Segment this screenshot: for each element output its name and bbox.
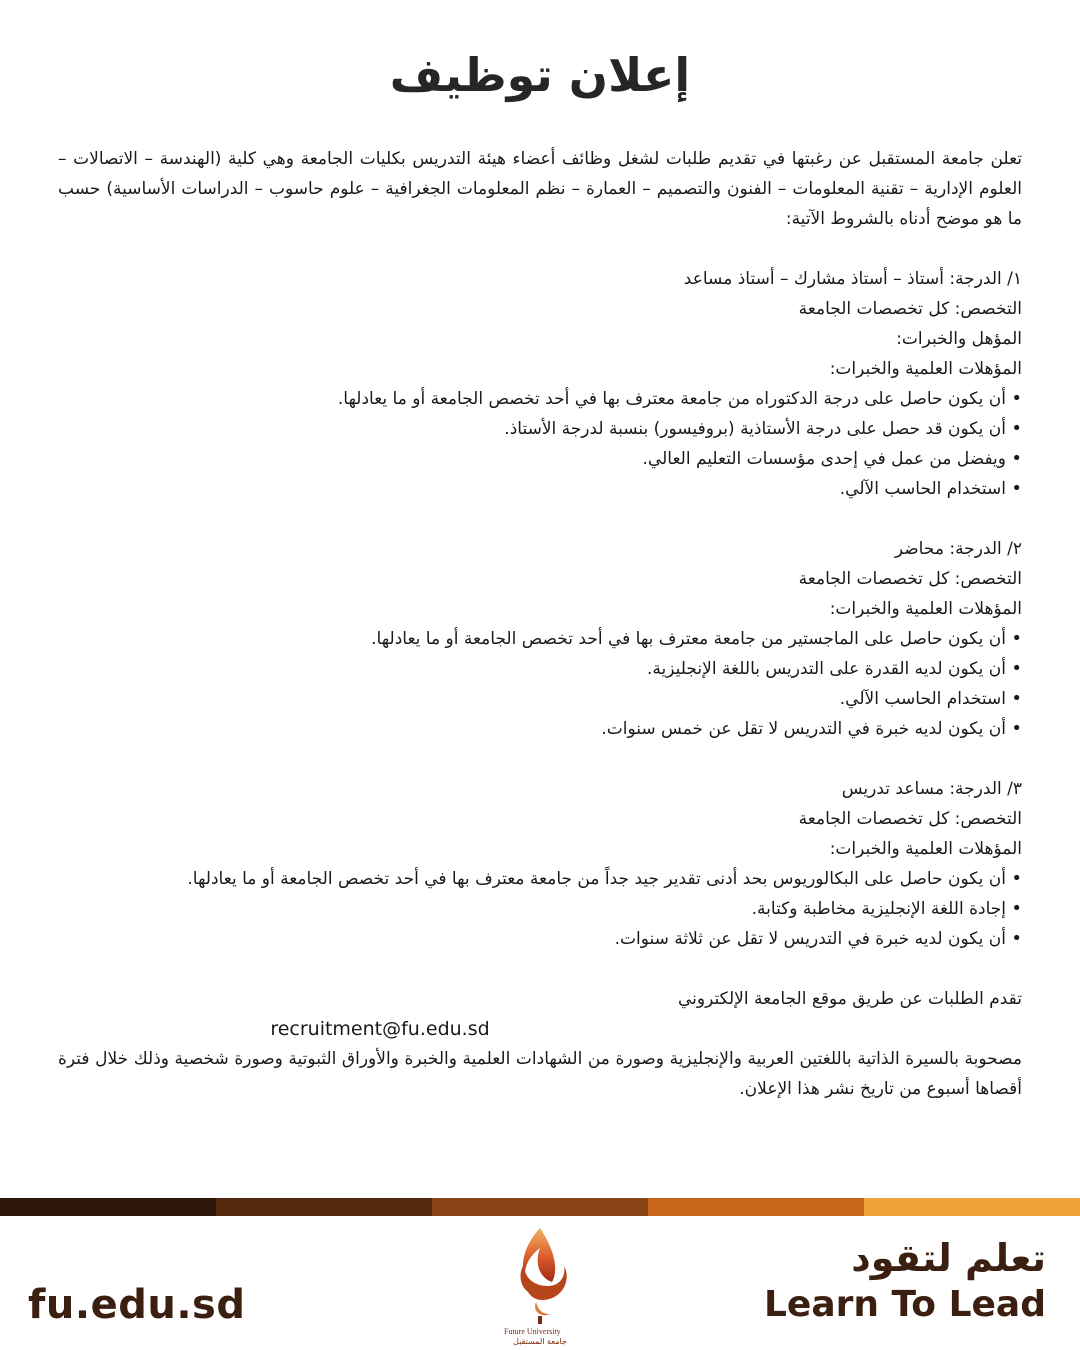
scientific-qualifications-label: المؤهلات العلمية والخبرات: — [829, 359, 1022, 379]
requirements-list — [58, 384, 1022, 504]
qualification-label: المؤهل والخبرات: — [896, 329, 1022, 349]
section-2 — [58, 534, 1022, 744]
slogan-english: Learn To Lead — [763, 1284, 1046, 1325]
list-item: • أن يكون حاصل على الماجستير من جامعة معترف بها في أحد تخصص الجامعة أو ما يعادلها. — [58, 624, 1006, 654]
list-item: • أن يكون حاصل على البكالوريوس بحد أدنى تقدير جيد جداً من جامعة معترف بها في أحد تخصص الجامعة أو ما يعادلها. — [58, 864, 1006, 894]
specialization-line: التخصص: كل تخصصات الجامعة — [798, 299, 1022, 319]
stripe-segment — [864, 1198, 1080, 1216]
requirements-list — [58, 624, 1022, 744]
university-logo — [490, 1220, 590, 1348]
footer — [0, 1216, 1080, 1350]
degree-heading: ٣/ الدرجة: مساعد تدريس — [841, 779, 1022, 799]
requirements-list — [58, 864, 1022, 954]
website-link[interactable]: fu.edu.sd — [28, 1282, 246, 1328]
list-item: • استخدام الحاسب الآلي. — [58, 684, 1006, 714]
list-item: • استخدام الحاسب الآلي. — [58, 474, 1006, 504]
list-item: • أن يكون لديه القدرة على التدريس باللغة الإنجليزية. — [58, 654, 1006, 684]
list-item: • أن يكون لديه خبرة في التدريس لا تقل عن خمس سنوات. — [58, 714, 1006, 744]
scientific-qualifications-label: المؤهلات العلمية والخبرات: — [829, 599, 1022, 619]
specialization-line: التخصص: كل تخصصات الجامعة — [798, 809, 1022, 829]
logo-text-ar: جامعة المستقبل — [513, 1337, 567, 1346]
section-3 — [58, 774, 1022, 954]
degree-heading: ١/ الدرجة: أستاذ – أستاذ مشارك – أستاذ مساعد — [683, 269, 1022, 289]
color-stripe-bar — [0, 1198, 1080, 1216]
intro-paragraph: تعلن جامعة المستقبل عن رغبتها في تقديم طلبات لشغل وظائف أعضاء هيئة التدريس بكليات الجامعة وهي كلية (الهندسة – الاتصالات – العلوم الإدارية – تقنية المعلومات – الفنون والتصميم – العمارة – نظم المعلومات الجغرافية – علوم حاسوب – الدراسات الأساسية) حسب ما هو موضح أدناه بالشروط الآتية: — [58, 149, 1022, 229]
closing-paragraph: مصحوبة بالسيرة الذاتية باللغتين العربية والإنجليزية وصورة من الشهادات العلمية والخبرة والأوراق الثبوتية وصورة شخصية وذلك خلال فترة أقصاها أسبوع من تاريخ نشر هذا الإعلان. — [58, 1049, 1022, 1099]
slogan-arabic: تعلم لتقود — [851, 1236, 1046, 1280]
stripe-segment — [0, 1198, 216, 1216]
degree-heading: ٢/ الدرجة: محاضر — [894, 539, 1022, 559]
stripe-segment — [432, 1198, 648, 1216]
list-item: • إجادة اللغة الإنجليزية مخاطبة وكتابة. — [58, 894, 1006, 924]
logo-text-en: Future University — [504, 1327, 561, 1336]
stripe-segment — [648, 1198, 864, 1216]
list-item: • أن يكون لديه خبرة في التدريس لا تقل عن ثلاثة سنوات. — [58, 924, 1006, 954]
stripe-segment — [216, 1198, 432, 1216]
list-item: • أن يكون حاصل على درجة الدكتوراه من جامعة معترف بها في أحد تخصص الجامعة أو ما يعادلها. — [58, 384, 1006, 414]
specialization-line: التخصص: كل تخصصات الجامعة — [798, 569, 1022, 589]
page-title: إعلان توظيف — [389, 48, 691, 102]
announcement-body — [58, 144, 1022, 1104]
list-item: • ويفضل من عمل في إحدى مؤسسات التعليم العالي. — [58, 444, 1006, 474]
scientific-qualifications-label: المؤهلات العلمية والخبرات: — [829, 839, 1022, 859]
recruitment-email-link[interactable]: recruitment@fu.edu.sd — [270, 1018, 490, 1040]
section-1 — [58, 264, 1022, 504]
apply-instructions: تقدم الطلبات عن طريق موقع الجامعة الإلكتروني — [677, 989, 1022, 1009]
list-item: • أن يكون قد حصل على درجة الأستاذية (بروفيسور) بنسبة لدرجة الأستاذ. — [58, 414, 1006, 444]
